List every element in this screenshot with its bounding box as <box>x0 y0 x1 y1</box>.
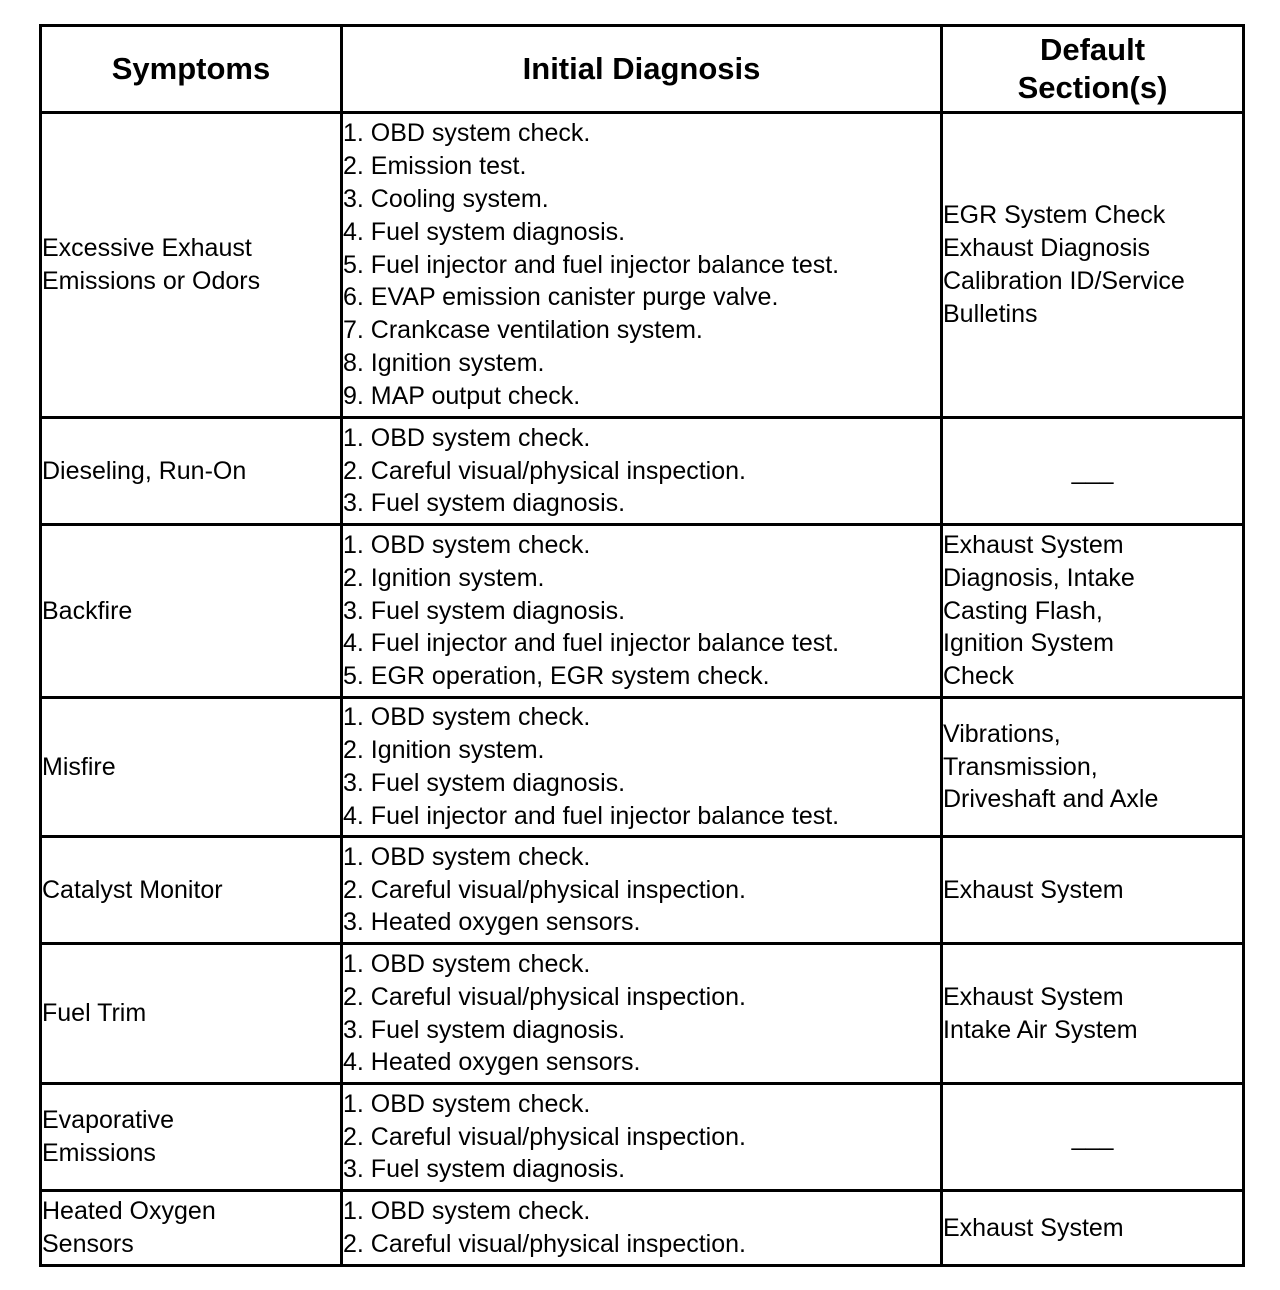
diagnosis-step: 4. Fuel injector and fuel injector balance test. <box>343 801 840 830</box>
diagnosis-step: 6. EVAP emission canister purge valve. <box>343 283 779 312</box>
symptom-text: Sensors <box>42 1230 134 1258</box>
default-sections-cell <box>942 698 1244 837</box>
diagnosis-step: 1. OBD system check. <box>343 423 591 452</box>
symptom-text: Dieseling, Run-On <box>42 456 247 485</box>
diagnosis-step: 2. Careful visual/physical inspection. <box>343 982 746 1011</box>
default-section-text: Exhaust Diagnosis <box>943 234 1151 263</box>
symptom-text: Misfire <box>42 752 116 781</box>
diagnosis-step: 1. OBD system check. <box>343 531 591 559</box>
default-section-text: Bulletins <box>943 299 1038 328</box>
header-initial-diagnosis: Initial Diagnosis <box>342 26 942 113</box>
diagnosis-step: 2. Careful visual/physical inspection. <box>343 456 746 485</box>
diagnosis-step: 2. Ignition system. <box>343 563 545 592</box>
diagnosis-step: 3. Heated oxygen sensors. <box>343 908 641 937</box>
diagnosis-step: 3. Fuel system diagnosis. <box>343 769 626 797</box>
diagnosis-step: 2. Emission test. <box>343 152 527 181</box>
default-section-text: Ignition System <box>943 629 1114 658</box>
default-section-text: Exhaust System <box>943 875 1124 904</box>
default-section-text: Diagnosis, Intake <box>943 563 1135 592</box>
table-row <box>41 698 1244 837</box>
diagnosis-step: 3. Cooling system. <box>343 185 549 213</box>
default-sections-cell <box>942 418 1244 525</box>
table-row <box>41 1084 1244 1191</box>
diagnosis-step: 4. Fuel injector and fuel injector balance test. <box>343 629 840 658</box>
diagnosis-step: 3. Fuel system diagnosis. <box>343 489 626 518</box>
diagnosis-step: 4. Fuel system diagnosis. <box>343 217 626 246</box>
default-sections-cell <box>942 113 1244 418</box>
diagnosis-step: 7. Crankcase ventilation system. <box>343 316 703 345</box>
symptom-cell <box>41 525 342 698</box>
diagnosis-steps-cell <box>342 944 942 1084</box>
diagnosis-step: 2. Careful visual/physical inspection. <box>343 1230 746 1258</box>
empty-dash: ___ <box>1071 456 1114 485</box>
symptom-text: Evaporative <box>42 1106 175 1135</box>
symptom-text: Emissions <box>42 1139 156 1167</box>
table-row <box>41 837 1244 944</box>
default-sections-cell <box>942 1191 1244 1266</box>
diagnosis-table <box>39 24 1245 1267</box>
symptom-cell <box>41 1191 342 1266</box>
diagnosis-step: 4. Heated oxygen sensors. <box>343 1048 641 1077</box>
default-section-text: EGR System Check <box>943 201 1166 230</box>
header-symptoms: Symptoms <box>41 26 342 113</box>
diagnosis-steps-cell <box>342 698 942 837</box>
symptom-text: Fuel Trim <box>42 999 147 1028</box>
diagnosis-step: 2. Ignition system. <box>343 736 545 765</box>
default-sections-cell <box>942 837 1244 944</box>
diagnosis-step: 9. MAP output check. <box>343 381 581 410</box>
symptom-cell <box>41 837 342 944</box>
symptom-cell <box>41 418 342 525</box>
table-row <box>41 1191 1244 1266</box>
header-row <box>41 26 1244 113</box>
diagnosis-steps-cell <box>342 837 942 944</box>
diagnosis-steps-cell <box>342 1191 942 1266</box>
symptom-text: Catalyst Monitor <box>42 875 223 904</box>
symptom-text: Heated Oxygen <box>42 1197 216 1226</box>
diagnosis-steps-cell <box>342 1084 942 1191</box>
table-row <box>41 113 1244 418</box>
header-default-sections-line2: Section(s) <box>1017 70 1168 105</box>
diagnosis-step: 1. OBD system check. <box>343 703 591 732</box>
diagnosis-step: 1. OBD system check. <box>343 1197 591 1226</box>
default-section-text: Exhaust System <box>943 531 1124 559</box>
default-section-text: Casting Flash, <box>943 596 1103 625</box>
default-section-text: Exhaust System <box>943 982 1124 1011</box>
table-row <box>41 418 1244 525</box>
empty-dash: ___ <box>1071 1122 1114 1151</box>
table-row <box>41 525 1244 698</box>
symptom-cell <box>41 698 342 837</box>
diagnosis-step: 5. EGR operation, EGR system check. <box>343 662 770 691</box>
default-sections-cell <box>942 944 1244 1084</box>
symptom-text: Emissions or Odors <box>42 267 261 295</box>
diagnosis-step: 1. OBD system check. <box>343 949 591 978</box>
default-section-text: Calibration ID/Service <box>943 267 1185 295</box>
symptom-cell <box>41 944 342 1084</box>
symptom-text: Backfire <box>42 596 133 625</box>
diagnosis-step: 8. Ignition system. <box>343 348 545 377</box>
diagnosis-steps-cell <box>342 525 942 698</box>
table-row <box>41 944 1244 1084</box>
default-section-text: Driveshaft and Axle <box>943 785 1159 814</box>
default-section-text: Intake Air System <box>943 1015 1138 1044</box>
diagnosis-step: 3. Fuel system diagnosis. <box>343 1015 626 1044</box>
diagnosis-step: 3. Fuel system diagnosis. <box>343 1155 626 1184</box>
diagnosis-step: 5. Fuel injector and fuel injector balance test. <box>343 250 840 279</box>
diagnosis-step: 1. OBD system check. <box>343 842 591 871</box>
default-section-text: Check <box>943 662 1014 691</box>
default-section-text: Vibrations, <box>943 719 1061 748</box>
default-section-text: Exhaust System <box>943 1213 1124 1242</box>
symptom-cell <box>41 113 342 418</box>
diagnosis-step: 2. Careful visual/physical inspection. <box>343 1122 746 1151</box>
default-sections-cell <box>942 1084 1244 1191</box>
header-default-sections-line1: Default <box>1039 32 1146 67</box>
diagnosis-steps-cell <box>342 113 942 418</box>
default-sections-cell <box>942 525 1244 698</box>
diagnosis-step: 3. Fuel system diagnosis. <box>343 596 626 625</box>
diagnosis-step: 1. OBD system check. <box>343 1089 591 1118</box>
diagnosis-step: 2. Careful visual/physical inspection. <box>343 875 746 904</box>
header-default-sections <box>942 26 1244 113</box>
symptom-text: Excessive Exhaust <box>42 234 252 263</box>
diagnosis-step: 1. OBD system check. <box>343 119 591 148</box>
diagnosis-steps-cell <box>342 418 942 525</box>
symptom-cell <box>41 1084 342 1191</box>
default-section-text: Transmission, <box>943 752 1098 781</box>
